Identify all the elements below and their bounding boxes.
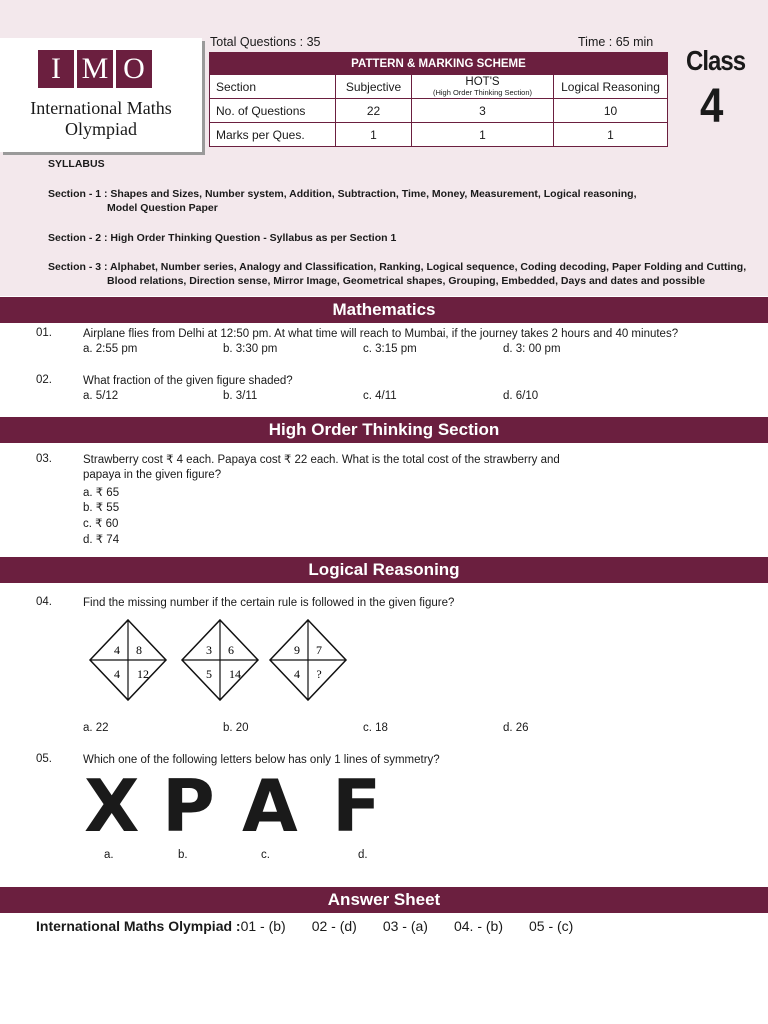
option-a: a. 2:55 pm (83, 343, 138, 355)
class-number: 4 (700, 78, 724, 133)
answer-key (36, 918, 573, 934)
logo-letter: M (77, 50, 113, 88)
scheme-col-hots (412, 75, 554, 99)
scheme-col-logical: Logical Reasoning (554, 75, 668, 99)
symmetry-letter-a: A (242, 764, 298, 848)
logo-name-line1: International Maths (30, 98, 172, 118)
exam-time: Time : 65 min (578, 35, 654, 49)
option-c: c. 18 (363, 722, 388, 734)
option-b: b. 20 (223, 722, 249, 734)
scheme-row-label: No. of Questions (210, 99, 336, 123)
section-bar-answers: Answer Sheet (0, 887, 768, 913)
option-b: b. (178, 849, 188, 861)
question-text: What fraction of the given figure shaded? (83, 375, 293, 387)
logo-name-line2: Olympiad (65, 119, 137, 139)
question-text: Find the missing number if the certain rule is followed in the given figure? (83, 597, 455, 609)
option-d: d. 26 (503, 722, 529, 734)
syllabus-section-3 (48, 260, 746, 288)
diamond-number: 8 (136, 643, 142, 657)
diamond-number: 3 (206, 643, 212, 657)
scheme-col-subjective: Subjective (336, 75, 412, 99)
answer-key-label: International Maths Olympiad : (36, 918, 241, 934)
option-d: d. ₹ 74 (83, 534, 120, 546)
diamond-number: ? (316, 667, 322, 681)
diamond-number: 7 (316, 643, 322, 657)
logo-letter: I (38, 50, 74, 88)
answer-item: 02 - (d) (311, 918, 357, 934)
option-b: b. 3:30 pm (223, 343, 278, 355)
diamond-figure (182, 620, 258, 700)
question-number: 05. (36, 753, 52, 765)
answer-item: 04. - (b) (453, 918, 503, 934)
option-c: c. (261, 849, 270, 861)
symmetry-letter-x: X (84, 764, 140, 848)
option-a: a. 5/12 (83, 390, 119, 402)
logo-letter: O (116, 50, 152, 88)
answer-item: 03 - (a) (382, 918, 428, 934)
syllabus-section-2: Section - 2 : High Order Thinking Question - Syllabus as per Section 1 (48, 232, 397, 244)
scheme-title: PATTERN & MARKING SCHEME (210, 53, 668, 75)
question-number: 02. (36, 374, 52, 386)
question-text: Which one of the following letters below has only 1 lines of symmetry? (83, 754, 440, 766)
diamond-figures (88, 617, 350, 703)
scheme-row-label: Marks per Ques. (210, 123, 336, 147)
hots-label: HOT'S (465, 75, 500, 88)
scheme-col-section: Section (210, 75, 336, 99)
option-c: c. ₹ 60 (83, 518, 119, 530)
scheme-cell: 1 (554, 123, 668, 147)
symmetry-letter-p: P (162, 764, 215, 848)
syllabus-text: Model Question Paper (107, 202, 218, 214)
syllabus-text: Blood relations, Direction sense, Mirror Image, Geometrical shapes, Grouping, Embedded, Days and dates and possible (107, 275, 706, 287)
option-b: b. 3/11 (223, 390, 258, 402)
logo-letters (38, 50, 152, 88)
section-bar-mathematics: Mathematics (0, 297, 768, 323)
option-d: d. 6/10 (503, 390, 539, 402)
scheme-cell: 1 (412, 123, 554, 147)
diamond-number: 4 (114, 667, 120, 681)
scheme-cell: 1 (336, 123, 412, 147)
diamond-number: 6 (228, 643, 234, 657)
question-text (83, 453, 560, 483)
scheme-header-row (210, 75, 668, 99)
syllabus-text: Section - 3 : Alphabet, Number series, Analogy and Classification, Ranking, Logical sequence, Coding decoding, Paper Folding and Cutting, (48, 261, 747, 273)
diamond-number: 9 (294, 643, 300, 657)
answer-item: 01 - (b) (240, 918, 286, 934)
answer-item: 05 - (c) (528, 918, 574, 934)
diamond-number: 12 (137, 667, 149, 681)
question-number: 03. (36, 453, 52, 465)
marking-scheme-table (209, 52, 668, 147)
scheme-cell: 10 (554, 99, 668, 123)
option-a: a. (104, 849, 114, 861)
symmetry-letter-f: F (332, 764, 382, 848)
diamond-number: 4 (294, 667, 300, 681)
question-number: 04. (36, 596, 52, 608)
scheme-cell: 3 (412, 99, 554, 123)
hots-sublabel: (High Order Thinking Section) (432, 87, 533, 97)
option-c: c. 4/11 (363, 390, 397, 402)
diamond-figure (270, 620, 346, 700)
question-text: Airplane flies from Delhi at 12:50 pm. At what time will reach to Mumbai, if the journey takes 2 hours and 40 minutes? (83, 328, 679, 340)
imo-logo (0, 38, 202, 152)
scheme-cell: 22 (336, 99, 412, 123)
option-a: a. ₹ 65 (83, 487, 120, 499)
total-questions: Total Questions : 35 (210, 35, 321, 49)
diamond-figure (90, 620, 166, 700)
question-line: papaya in the given figure? (83, 469, 222, 481)
diamond-number: 14 (229, 667, 241, 681)
class-label: Class (686, 45, 746, 77)
scheme-row-marks (210, 123, 668, 147)
section-bar-hots: High Order Thinking Section (0, 417, 768, 443)
option-d: d. (358, 849, 368, 861)
option-a: a. 22 (83, 722, 109, 734)
syllabus-text: Section - 1 : Shapes and Sizes, Number system, Addition, Subtraction, Time, Money, Measurement, Logical reasoning, (48, 188, 637, 200)
option-b: b. ₹ 55 (83, 502, 120, 514)
section-bar-logical: Logical Reasoning (0, 557, 768, 583)
question-line: Strawberry cost ₹ 4 each. Papaya cost ₹ 22 each. What is the total cost of the strawberry and (83, 454, 560, 466)
option-c: c. 3:15 pm (363, 343, 417, 355)
diamond-number: 5 (206, 667, 212, 681)
diamond-number: 4 (114, 643, 120, 657)
option-d: d. 3: 00 pm (503, 343, 561, 355)
syllabus-heading: SYLLABUS (48, 158, 105, 170)
syllabus-section-1 (48, 187, 637, 215)
scheme-row-questions (210, 99, 668, 123)
question-number: 01. (36, 327, 52, 339)
